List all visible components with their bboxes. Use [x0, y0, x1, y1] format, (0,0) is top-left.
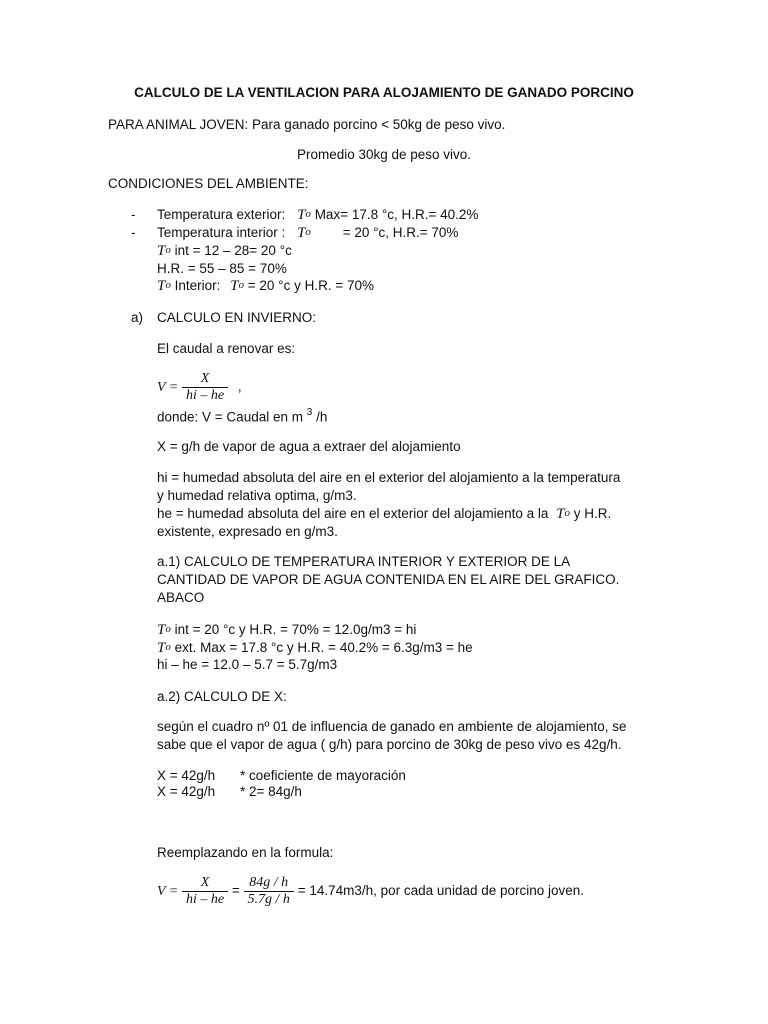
- he-definition-tail: y H.R.: [573, 506, 612, 521]
- donde-line: [157, 405, 327, 427]
- formula-comma: ,: [237, 379, 242, 394]
- hi-definition-2: y humedad relativa optima, g/m3.: [157, 488, 357, 503]
- interior-summary-label: Interior:: [174, 278, 221, 293]
- formula-fraction: [182, 371, 228, 404]
- a1-line-3: hi – he = 12.0 – 5.7 = 5.7g/m3: [157, 657, 338, 672]
- a2-text-1: según el cuadro nº 01 de influencia de ganado en ambiente de alojamiento, se: [157, 719, 627, 734]
- he-definition-text: he = humedad absoluta del aire en el exterior del alojamiento a la: [157, 506, 549, 521]
- donde-text: donde: V = Caudal en m: [157, 409, 303, 425]
- bullet-dash: -: [131, 225, 136, 240]
- final-denominator-1: hi – he: [186, 891, 225, 907]
- final-result: = 14.74m3/h, por cada unidad de porcino joven.: [297, 883, 585, 898]
- formula-v: V =: [157, 380, 179, 395]
- replace-heading: Reemplazando en la formula:: [157, 845, 334, 860]
- a1-heading-2: CANTIDAD DE VAPOR DE AGUA CONTENIDA EN EL AIRE DEL GRAFICO.: [157, 572, 620, 587]
- caudal-formula: [157, 370, 242, 405]
- hr-range: H.R. = 55 – 85 = 70%: [157, 261, 287, 276]
- he-definition-1: [157, 505, 611, 524]
- x-line-2-left: X = 42g/h: [157, 784, 216, 799]
- donde-unit: /h: [316, 409, 328, 425]
- final-equals: =: [231, 883, 240, 898]
- int-range: int = 12 – 28= 20 °c: [174, 243, 292, 258]
- a1-heading-3: ABACO: [157, 590, 205, 605]
- x-definition: X = g/h de vapor de agua a extraer del alojamiento: [157, 439, 461, 454]
- document-title: CALCULO DE LA VENTILACION PARA ALOJAMIENTO DE GANADO PORCINO: [134, 85, 634, 100]
- donde-superscript: 3: [306, 407, 313, 418]
- hi-definition-1: hi = humedad absoluta del aire en el exterior del alojamiento a la temperatura: [157, 470, 621, 485]
- exterior-temperature-line: [157, 206, 478, 225]
- temperature-symbol: $T^o$: [157, 640, 171, 656]
- interior-value: = 20 °c, H.R.= 70%: [342, 225, 459, 240]
- x-line-2-right: * 2= 84g/h: [240, 784, 302, 799]
- final-fraction-2: [244, 875, 294, 908]
- bullet-dash: -: [131, 207, 136, 222]
- interior-summary-line: [157, 277, 374, 296]
- final-formula: [157, 874, 584, 909]
- exterior-label: Temperatura exterior:: [157, 207, 286, 222]
- a1-line-2: $T^o$ ext. Max = 17.8 °c y H.R. = 40.2% = 6.3g/m3 = he: [157, 640, 473, 656]
- formula-numerator: X: [182, 371, 228, 388]
- intro-line-2: Promedio 30kg de peso vivo.: [296, 147, 472, 162]
- final-fraction-1: [182, 875, 228, 908]
- a1-heading-1: a.1) CALCULO DE TEMPERATURA INTERIOR Y EXTERIOR DE LA: [157, 554, 571, 569]
- x-line-1-left: X = 42g/h: [157, 768, 216, 783]
- interior-label: Temperatura interior :: [157, 225, 286, 240]
- exterior-value: Max= 17.8 °c, H.R.= 40.2%: [314, 207, 479, 222]
- final-numerator-1: X: [182, 875, 228, 892]
- int-range-line: [157, 242, 292, 261]
- interior-summary-value: = 20 °c y H.R. = 70%: [247, 278, 374, 293]
- caudal-intro: El caudal a renovar es:: [157, 341, 296, 356]
- final-numerator-2: 84g / h: [244, 875, 294, 892]
- final-v: V =: [157, 884, 179, 899]
- temperature-symbol: $T^o$: [230, 278, 244, 294]
- temperature-symbol: $T^o$: [157, 278, 171, 294]
- conditions-heading: CONDICIONES DEL AMBIENTE:: [108, 176, 309, 191]
- temperature-symbol: $T^o$: [157, 243, 171, 259]
- he-definition-2: existente, expresado en g/m3.: [157, 524, 338, 539]
- final-denominator-2: 5.7g / h: [247, 891, 290, 907]
- x-line-1-right: * coeficiente de mayoración: [240, 768, 406, 783]
- temperature-symbol: $T^o$: [556, 506, 570, 522]
- formula-denominator: hi – he: [186, 387, 225, 403]
- temperature-symbol: $T^o$: [157, 622, 171, 638]
- section-letter: a): [131, 310, 144, 325]
- winter-heading: CALCULO EN INVIERNO:: [157, 310, 317, 325]
- a1-line-1: $T^o$ int = 20 °c y H.R. = 70% = 12.0g/m3 = hi: [157, 622, 417, 638]
- a2-heading: a.2) CALCULO DE X:: [157, 689, 287, 704]
- temperature-symbol: $T^o$: [297, 225, 311, 241]
- intro-line-1: PARA ANIMAL JOVEN: Para ganado porcino < 50kg de peso vivo.: [108, 117, 506, 132]
- temperature-symbol: $T^o$: [297, 207, 311, 223]
- interior-temperature-line: [157, 224, 458, 243]
- a2-text-2: sabe que el vapor de agua ( g/h) para porcino de 30kg de peso vivo es 42g/h.: [157, 737, 622, 752]
